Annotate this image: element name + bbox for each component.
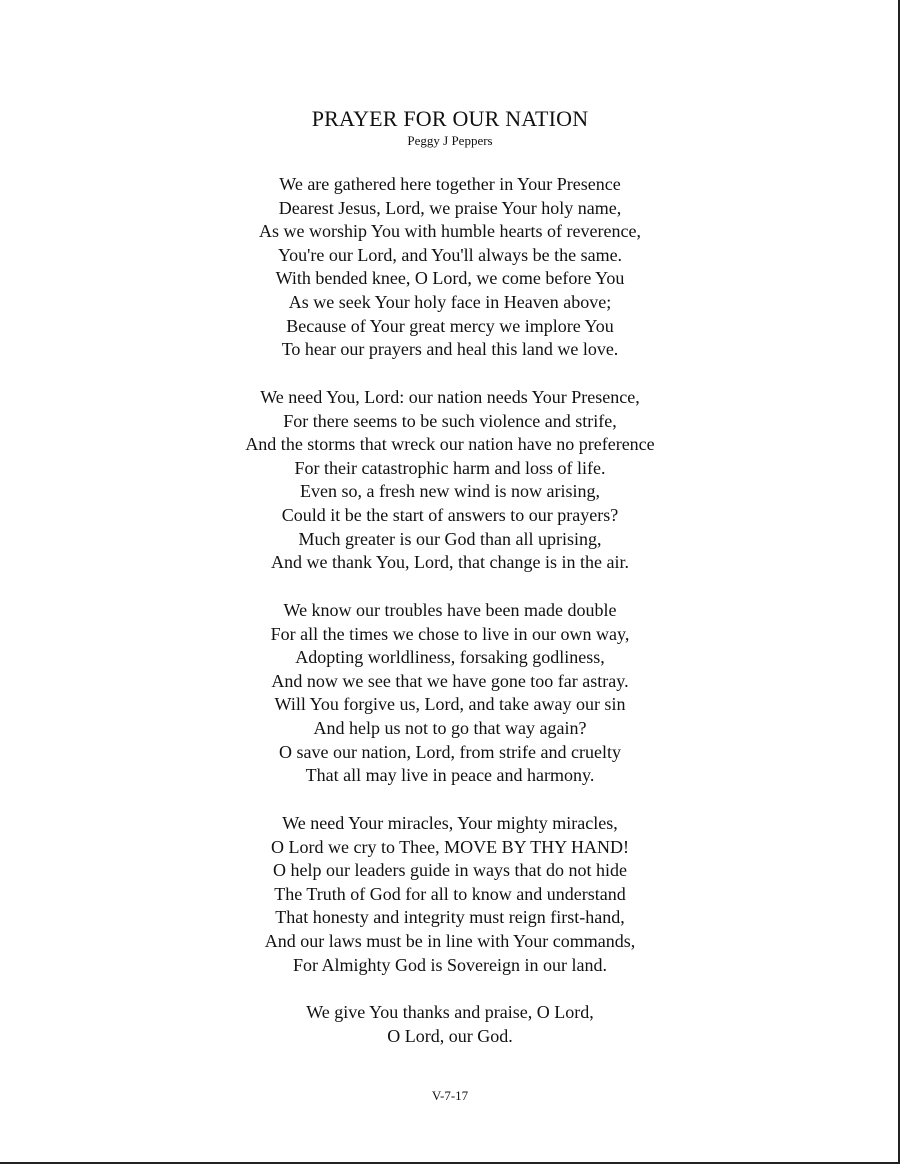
poem-line: We need You, Lord: our nation needs Your Presence, [260, 387, 640, 407]
poem-author: Peggy J Peppers [407, 133, 493, 148]
poem-line: Will You forgive us, Lord, and take away our sin [274, 694, 626, 715]
poem-line: We know our troubles have been made double [283, 600, 617, 620]
stanza-5 [0, 1001, 900, 1048]
poem-title: PRAYER FOR OUR NATION [311, 106, 589, 131]
poem-line: Much greater is our God than all uprising, [298, 528, 602, 549]
stanza-1 [0, 173, 900, 362]
stanza-4 [0, 812, 900, 977]
stanza-3 [0, 599, 900, 788]
poem-line: O help our leaders guide in ways that do not hide [273, 860, 627, 881]
poem-line: For all the times we chose to live in our own way, [270, 623, 630, 644]
poem-line: We are gathered here together in Your Presence [279, 174, 621, 194]
poem-line: As we seek Your holy face in Heaven above; [288, 291, 612, 312]
poem-line: For Almighty God is Sovereign in our land. [293, 954, 607, 975]
poem-line: O Lord, our God. [387, 1025, 513, 1046]
poem-line: Adopting worldliness, forsaking godliness, [295, 647, 605, 668]
poem-line: Even so, a fresh new wind is now arising, [300, 481, 600, 502]
poem-line: With bended knee, O Lord, we come before You [275, 268, 625, 289]
poem-line: For there seems to be such violence and strife, [283, 410, 617, 431]
poem-line: As we worship You with humble hearts of reverence, [259, 221, 641, 242]
poem-line: Dearest Jesus, Lord, we praise Your holy name, [278, 197, 622, 218]
poem-line: You're our Lord, and You'll always be the same. [277, 244, 623, 265]
poem-line: Could it be the start of answers to our prayers? [281, 504, 619, 525]
poem-line: O Lord we cry to Thee, MOVE BY THY HAND! [271, 836, 629, 857]
poem-line: To hear our prayers and heal this land we love. [281, 339, 619, 360]
poem-line: And our laws must be in line with Your commands, [264, 930, 636, 951]
poem-line: We need Your miracles, Your mighty miracles, [282, 813, 618, 833]
poem-line: And now we see that we have gone too far astray. [271, 670, 629, 691]
stanza-2 [0, 386, 900, 575]
version-footer: V-7-17 [431, 1088, 469, 1103]
poem-line: Because of Your great mercy we implore You [286, 315, 614, 336]
poem-line: And we thank You, Lord, that change is in the air. [271, 552, 629, 573]
poem-line: The Truth of God for all to know and understand [274, 883, 626, 904]
poem-line: We give You thanks and praise, O Lord, [306, 1002, 594, 1022]
poem-line: O save our nation, Lord, from strife and cruelty [279, 741, 621, 762]
poem-line: And help us not to go that way again? [313, 717, 587, 738]
poem-line: That all may live in peace and harmony. [305, 765, 595, 786]
poem-line: For their catastrophic harm and loss of life. [294, 457, 606, 478]
poem-line: That honesty and integrity must reign first-hand, [275, 907, 625, 928]
poem-line: And the storms that wreck our nation have no preference [245, 434, 655, 455]
